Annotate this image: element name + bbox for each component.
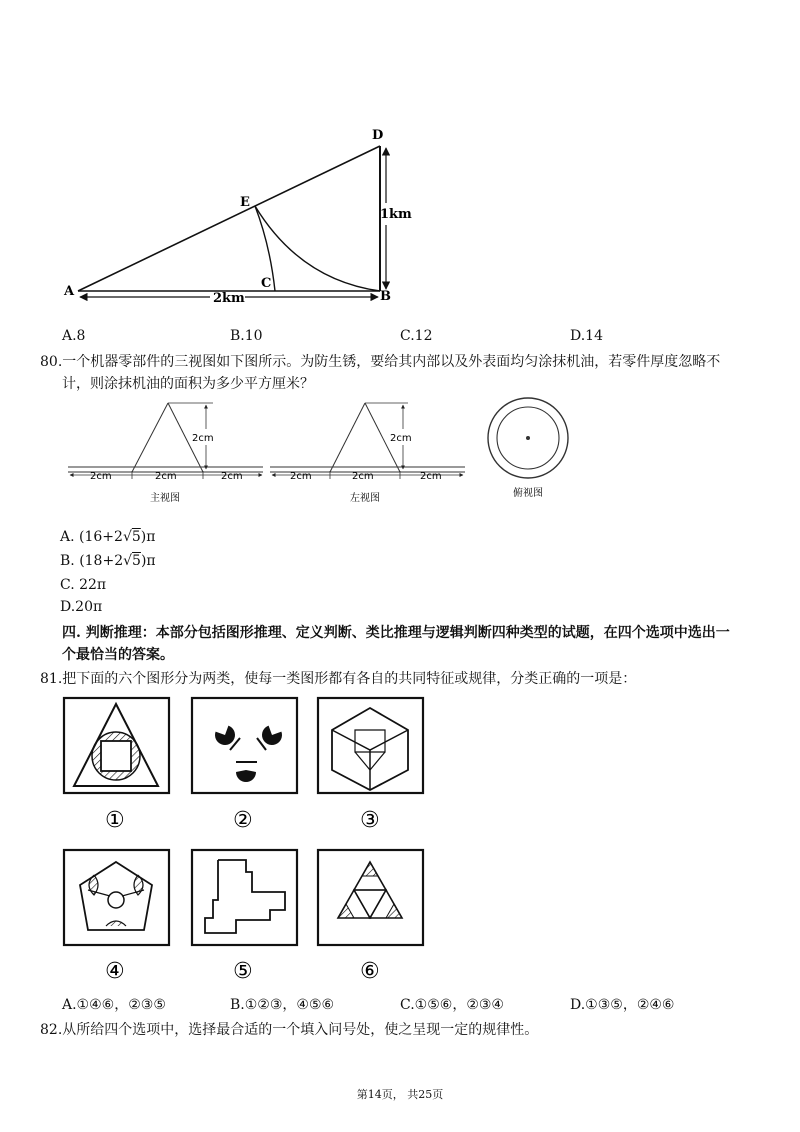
label-d: D <box>372 128 384 143</box>
left-height-label: 2cm <box>390 433 412 444</box>
figure-5 <box>192 850 297 945</box>
q80-option-c[interactable]: C. 22π <box>60 577 107 593</box>
label-a: A <box>64 284 75 299</box>
q80-option-a[interactable]: A. (16+2√5)π <box>60 529 156 545</box>
q80-stem-line2: 计，则涂抹机油的面积为多少平方厘米？ <box>62 376 314 392</box>
q81-option-c[interactable]: C.①⑤⑥，②③④ <box>400 997 504 1013</box>
left-base-label-3: 2cm <box>420 471 442 482</box>
front-height-label: 2cm <box>192 433 214 444</box>
q81-stem: 81.把下面的六个图形分为两类，使每一类图形都有各自的共同特征或规律，分类正确的一项是： <box>40 671 637 687</box>
left-base-label-1: 2cm <box>290 471 312 482</box>
section4-heading-line2: 个最恰当的答案。 <box>62 647 174 663</box>
figure-2 <box>192 698 297 793</box>
q81-option-b[interactable]: B.①②③，④⑤⑥ <box>230 997 335 1013</box>
figure-number-5: ⑤ <box>233 959 253 984</box>
page-footer: 第14页， 共25页 <box>356 1088 444 1101</box>
q79-option-b[interactable]: B.10 <box>230 328 263 344</box>
label-b: B <box>380 289 391 304</box>
front-base-label-3: 2cm <box>221 471 243 482</box>
figure-number-1: ① <box>105 808 125 833</box>
section4-heading-line1: 四. 判断推理：本部分包括图形推理、定义判断、类比推理与逻辑判断四种类型的试题，在四个选项中选出一 <box>62 625 730 641</box>
figure-number-3: ③ <box>360 808 380 833</box>
q79-option-a[interactable]: A.8 <box>62 328 86 344</box>
q81-figures <box>0 690 800 990</box>
front-view-caption: 主视图 <box>150 493 180 504</box>
figure-number-6: ⑥ <box>360 959 380 984</box>
dimension-1km: 1km <box>380 207 412 222</box>
left-view <box>270 403 465 504</box>
q79-figure <box>0 0 800 330</box>
figure-number-4: ④ <box>105 959 125 984</box>
q82-stem: 82.从所给四个选项中，选择最合适的一个填入问号处，使之呈现一定的规律性。 <box>40 1022 539 1038</box>
left-view-caption: 左视图 <box>350 493 380 504</box>
label-e: E <box>240 195 250 210</box>
q79-option-d[interactable]: D.14 <box>570 328 603 344</box>
segment-ad <box>78 146 380 291</box>
front-base-label-2: 2cm <box>155 471 177 482</box>
front-view <box>68 403 263 504</box>
figure-6 <box>318 850 423 945</box>
q79-option-c[interactable]: C.12 <box>400 328 433 344</box>
label-c: C <box>261 276 272 291</box>
q80-stem-line1: 80.一个机器零部件的三视图如下图所示。为防生锈，要给其内部以及外表面均匀涂抹机油，若零件厚度忽略不 <box>40 354 721 370</box>
q81-option-d[interactable]: D.①③⑤，②④⑥ <box>570 997 675 1013</box>
q81-option-a[interactable]: A.①④⑥，②③⑤ <box>62 997 166 1013</box>
top-view-caption: 俯视图 <box>513 488 543 499</box>
figure-3 <box>318 698 423 793</box>
top-view <box>488 398 568 499</box>
figure-number-2: ② <box>233 808 253 833</box>
figure-1 <box>64 698 169 793</box>
q80-option-b[interactable]: B. (18+2√5)π <box>60 553 156 569</box>
figure-4 <box>64 850 169 945</box>
left-base-label-2: 2cm <box>352 471 374 482</box>
dimension-2km: 2km <box>213 291 245 306</box>
q80-option-d[interactable]: D.20π <box>60 599 103 615</box>
three-view-drawing <box>0 395 800 510</box>
front-base-label-1: 2cm <box>90 471 112 482</box>
